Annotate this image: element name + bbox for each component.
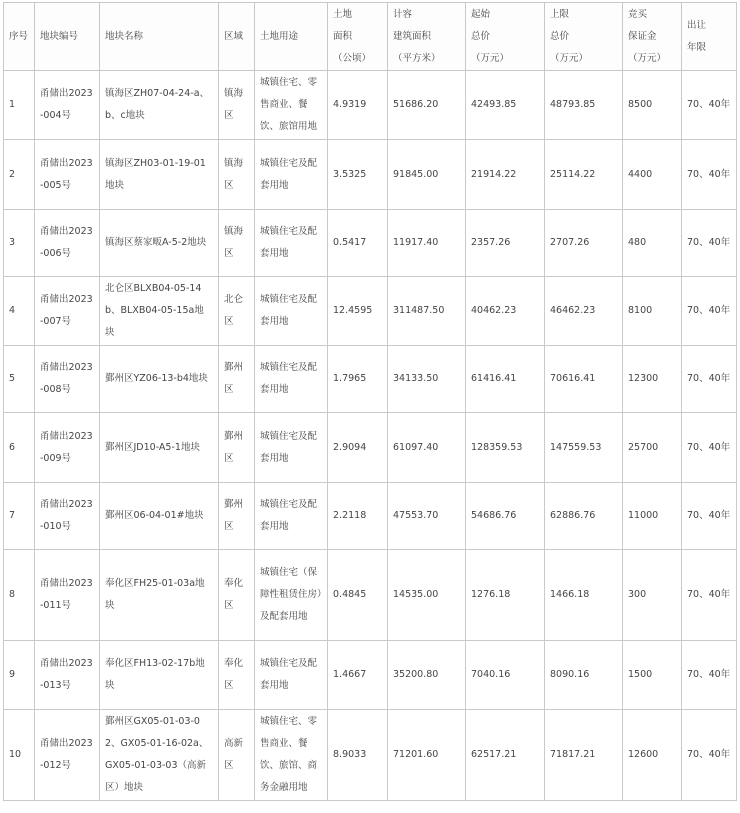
price-cap-cell: 147559.53: [545, 413, 623, 483]
land-usage-cell: 城镇住宅（保障性租赁住房）及配套用地: [255, 550, 328, 641]
header-price-cap: [545, 3, 623, 71]
floor-area-cell: 91845.00: [388, 140, 466, 210]
starting-price-cell: 128359.53: [466, 413, 545, 483]
header-line: 地块编号: [40, 30, 79, 42]
parcel-code-cell: 甬储出2023-012号: [35, 710, 100, 801]
floor-area-cell: 34133.50: [388, 346, 466, 413]
district-cell: 高新区: [219, 710, 255, 801]
row-number-cell: 4: [4, 277, 35, 346]
table-row: [4, 710, 737, 801]
floor-area-cell: 35200.80: [388, 641, 466, 710]
land-area-cell: 1.4667: [328, 641, 388, 710]
district-cell: 鄞州区: [219, 483, 255, 550]
lease-term-cell: 70、40年: [682, 413, 737, 483]
bid-deposit-cell: 12300: [623, 346, 682, 413]
parcel-code-cell: 甬储出2023-013号: [35, 641, 100, 710]
lease-term-cell: 70、40年: [682, 140, 737, 210]
land-usage-cell: 城镇住宅及配套用地: [255, 140, 328, 210]
starting-price-cell: 1276.18: [466, 550, 545, 641]
header-line: 建筑面积: [393, 30, 432, 42]
price-cap-cell: 1466.18: [545, 550, 623, 641]
bid-deposit-cell: 4400: [623, 140, 682, 210]
land-auction-table: [3, 2, 737, 801]
header-line: 上限: [550, 8, 570, 20]
land-area-cell: 4.9319: [328, 71, 388, 140]
row-number-cell: 1: [4, 71, 35, 140]
header-parcel-code: [35, 3, 100, 71]
land-usage-cell: 城镇住宅及配套用地: [255, 483, 328, 550]
header-line: 面积: [333, 30, 353, 42]
starting-price-cell: 62517.21: [466, 710, 545, 801]
table-row: [4, 140, 737, 210]
price-cap-cell: 46462.23: [545, 277, 623, 346]
row-number-cell: 10: [4, 710, 35, 801]
price-cap-cell: 48793.85: [545, 71, 623, 140]
land-area-cell: 3.5325: [328, 140, 388, 210]
starting-price-cell: 61416.41: [466, 346, 545, 413]
parcel-code-cell: 甬储出2023-011号: [35, 550, 100, 641]
lease-term-cell: 70、40年: [682, 210, 737, 277]
starting-price-cell: 21914.22: [466, 140, 545, 210]
land-area-cell: 8.9033: [328, 710, 388, 801]
row-number-cell: 9: [4, 641, 35, 710]
header-line: 土地: [333, 8, 353, 20]
header-line: （平方米）: [393, 52, 441, 64]
header-starting-price: [466, 3, 545, 71]
parcel-name-cell: 镇海区蔡家畈A-5-2地块: [100, 210, 219, 277]
table-row: [4, 483, 737, 550]
parcel-name-cell: 奉化区FH25-01-03a地块: [100, 550, 219, 641]
header-row-number: [4, 3, 35, 71]
lease-term-cell: 70、40年: [682, 346, 737, 413]
bid-deposit-cell: 12600: [623, 710, 682, 801]
price-cap-cell: 62886.76: [545, 483, 623, 550]
lease-term-cell: 70、40年: [682, 277, 737, 346]
lease-term-cell: 70、40年: [682, 550, 737, 641]
bid-deposit-cell: 480: [623, 210, 682, 277]
header-bid-deposit: [623, 3, 682, 71]
header-district: [219, 3, 255, 71]
parcel-name-cell: 鄞州区GX05-01-03-02、GX05-01-16-02a、GX05-01-03-03（高新区）地块: [100, 710, 219, 801]
land-usage-cell: 城镇住宅及配套用地: [255, 346, 328, 413]
bid-deposit-cell: 8100: [623, 277, 682, 346]
district-cell: 鄞州区: [219, 346, 255, 413]
district-cell: 北仑区: [219, 277, 255, 346]
header-land-usage: [255, 3, 328, 71]
starting-price-cell: 54686.76: [466, 483, 545, 550]
land-usage-cell: 城镇住宅、零售商业、餐饮、旅馆、商务金融用地: [255, 710, 328, 801]
district-cell: 镇海区: [219, 210, 255, 277]
starting-price-cell: 42493.85: [466, 71, 545, 140]
lease-term-cell: 70、40年: [682, 71, 737, 140]
price-cap-cell: 25114.22: [545, 140, 623, 210]
header-line: 竞买: [628, 8, 648, 20]
floor-area-cell: 311487.50: [388, 277, 466, 346]
land-area-cell: 2.2118: [328, 483, 388, 550]
header-line: （万元）: [628, 52, 667, 64]
land-area-cell: 1.7965: [328, 346, 388, 413]
land-usage-cell: 城镇住宅、零售商业、餐饮、旅馆用地: [255, 71, 328, 140]
price-cap-cell: 8090.16: [545, 641, 623, 710]
parcel-name-cell: 镇海区ZH03-01-19-01地块: [100, 140, 219, 210]
parcel-name-cell: 北仑区BLXB04-05-14b、BLXB04-05-15a地块: [100, 277, 219, 346]
parcel-code-cell: 甬储出2023-008号: [35, 346, 100, 413]
header-floor-area: [388, 3, 466, 71]
price-cap-cell: 2707.26: [545, 210, 623, 277]
header-land-area: [328, 3, 388, 71]
floor-area-cell: 47553.70: [388, 483, 466, 550]
parcel-code-cell: 甬储出2023-004号: [35, 71, 100, 140]
district-cell: 鄞州区: [219, 413, 255, 483]
header-line: 序号: [9, 30, 29, 42]
land-usage-cell: 城镇住宅及配套用地: [255, 277, 328, 346]
starting-price-cell: 7040.16: [466, 641, 545, 710]
table-row: [4, 641, 737, 710]
price-cap-cell: 71817.21: [545, 710, 623, 801]
row-number-cell: 6: [4, 413, 35, 483]
price-cap-cell: 70616.41: [545, 346, 623, 413]
header-line: 区域: [224, 30, 244, 42]
parcel-code-cell: 甬储出2023-010号: [35, 483, 100, 550]
row-number-cell: 7: [4, 483, 35, 550]
header-line: （万元）: [550, 52, 589, 64]
parcel-code-cell: 甬储出2023-009号: [35, 413, 100, 483]
header-line: 土地用途: [260, 30, 299, 42]
table-row: [4, 413, 737, 483]
table-row: [4, 210, 737, 277]
parcel-code-cell: 甬储出2023-005号: [35, 140, 100, 210]
land-area-cell: 0.4845: [328, 550, 388, 641]
parcel-name-cell: 鄞州区YZ06-13-b4地块: [100, 346, 219, 413]
parcel-code-cell: 甬储出2023-006号: [35, 210, 100, 277]
header-line: （万元）: [471, 52, 510, 64]
bid-deposit-cell: 11000: [623, 483, 682, 550]
table-row: [4, 71, 737, 140]
land-usage-cell: 城镇住宅及配套用地: [255, 210, 328, 277]
floor-area-cell: 71201.60: [388, 710, 466, 801]
row-number-cell: 3: [4, 210, 35, 277]
table-row: [4, 277, 737, 346]
header-row: [4, 3, 737, 71]
header-line: 年限: [687, 41, 707, 53]
row-number-cell: 2: [4, 140, 35, 210]
lease-term-cell: 70、40年: [682, 483, 737, 550]
parcel-name-cell: 鄞州区JD10-A5-1地块: [100, 413, 219, 483]
floor-area-cell: 14535.00: [388, 550, 466, 641]
header-line: 总价: [550, 30, 570, 42]
land-area-cell: 0.5417: [328, 210, 388, 277]
lease-term-cell: 70、40年: [682, 641, 737, 710]
header-line: 地块名称: [105, 30, 144, 42]
parcel-code-cell: 甬储出2023-007号: [35, 277, 100, 346]
header-parcel-name: [100, 3, 219, 71]
district-cell: 镇海区: [219, 140, 255, 210]
starting-price-cell: 2357.26: [466, 210, 545, 277]
land-area-cell: 12.4595: [328, 277, 388, 346]
bid-deposit-cell: 25700: [623, 413, 682, 483]
parcel-name-cell: 镇海区ZH07-04-24-a、b、c地块: [100, 71, 219, 140]
parcel-name-cell: 鄞州区06-04-01#地块: [100, 483, 219, 550]
floor-area-cell: 11917.40: [388, 210, 466, 277]
land-usage-cell: 城镇住宅及配套用地: [255, 641, 328, 710]
parcel-name-cell: 奉化区FH13-02-17b地块: [100, 641, 219, 710]
starting-price-cell: 40462.23: [466, 277, 545, 346]
lease-term-cell: 70、40年: [682, 710, 737, 801]
header-line: （公顷）: [333, 52, 372, 64]
row-number-cell: 5: [4, 346, 35, 413]
header-line: 起始: [471, 8, 491, 20]
row-number-cell: 8: [4, 550, 35, 641]
bid-deposit-cell: 300: [623, 550, 682, 641]
header-line: 总价: [471, 30, 491, 42]
floor-area-cell: 51686.20: [388, 71, 466, 140]
header-line: 计容: [393, 8, 413, 20]
header-line: 保证金: [628, 30, 657, 42]
table-row: [4, 550, 737, 641]
bid-deposit-cell: 1500: [623, 641, 682, 710]
header-line: 出让: [687, 19, 707, 31]
floor-area-cell: 61097.40: [388, 413, 466, 483]
district-cell: 奉化区: [219, 550, 255, 641]
land-area-cell: 2.9094: [328, 413, 388, 483]
district-cell: 镇海区: [219, 71, 255, 140]
header-lease-term: [682, 3, 737, 71]
bid-deposit-cell: 8500: [623, 71, 682, 140]
district-cell: 奉化区: [219, 641, 255, 710]
table-row: [4, 346, 737, 413]
land-usage-cell: 城镇住宅及配套用地: [255, 413, 328, 483]
